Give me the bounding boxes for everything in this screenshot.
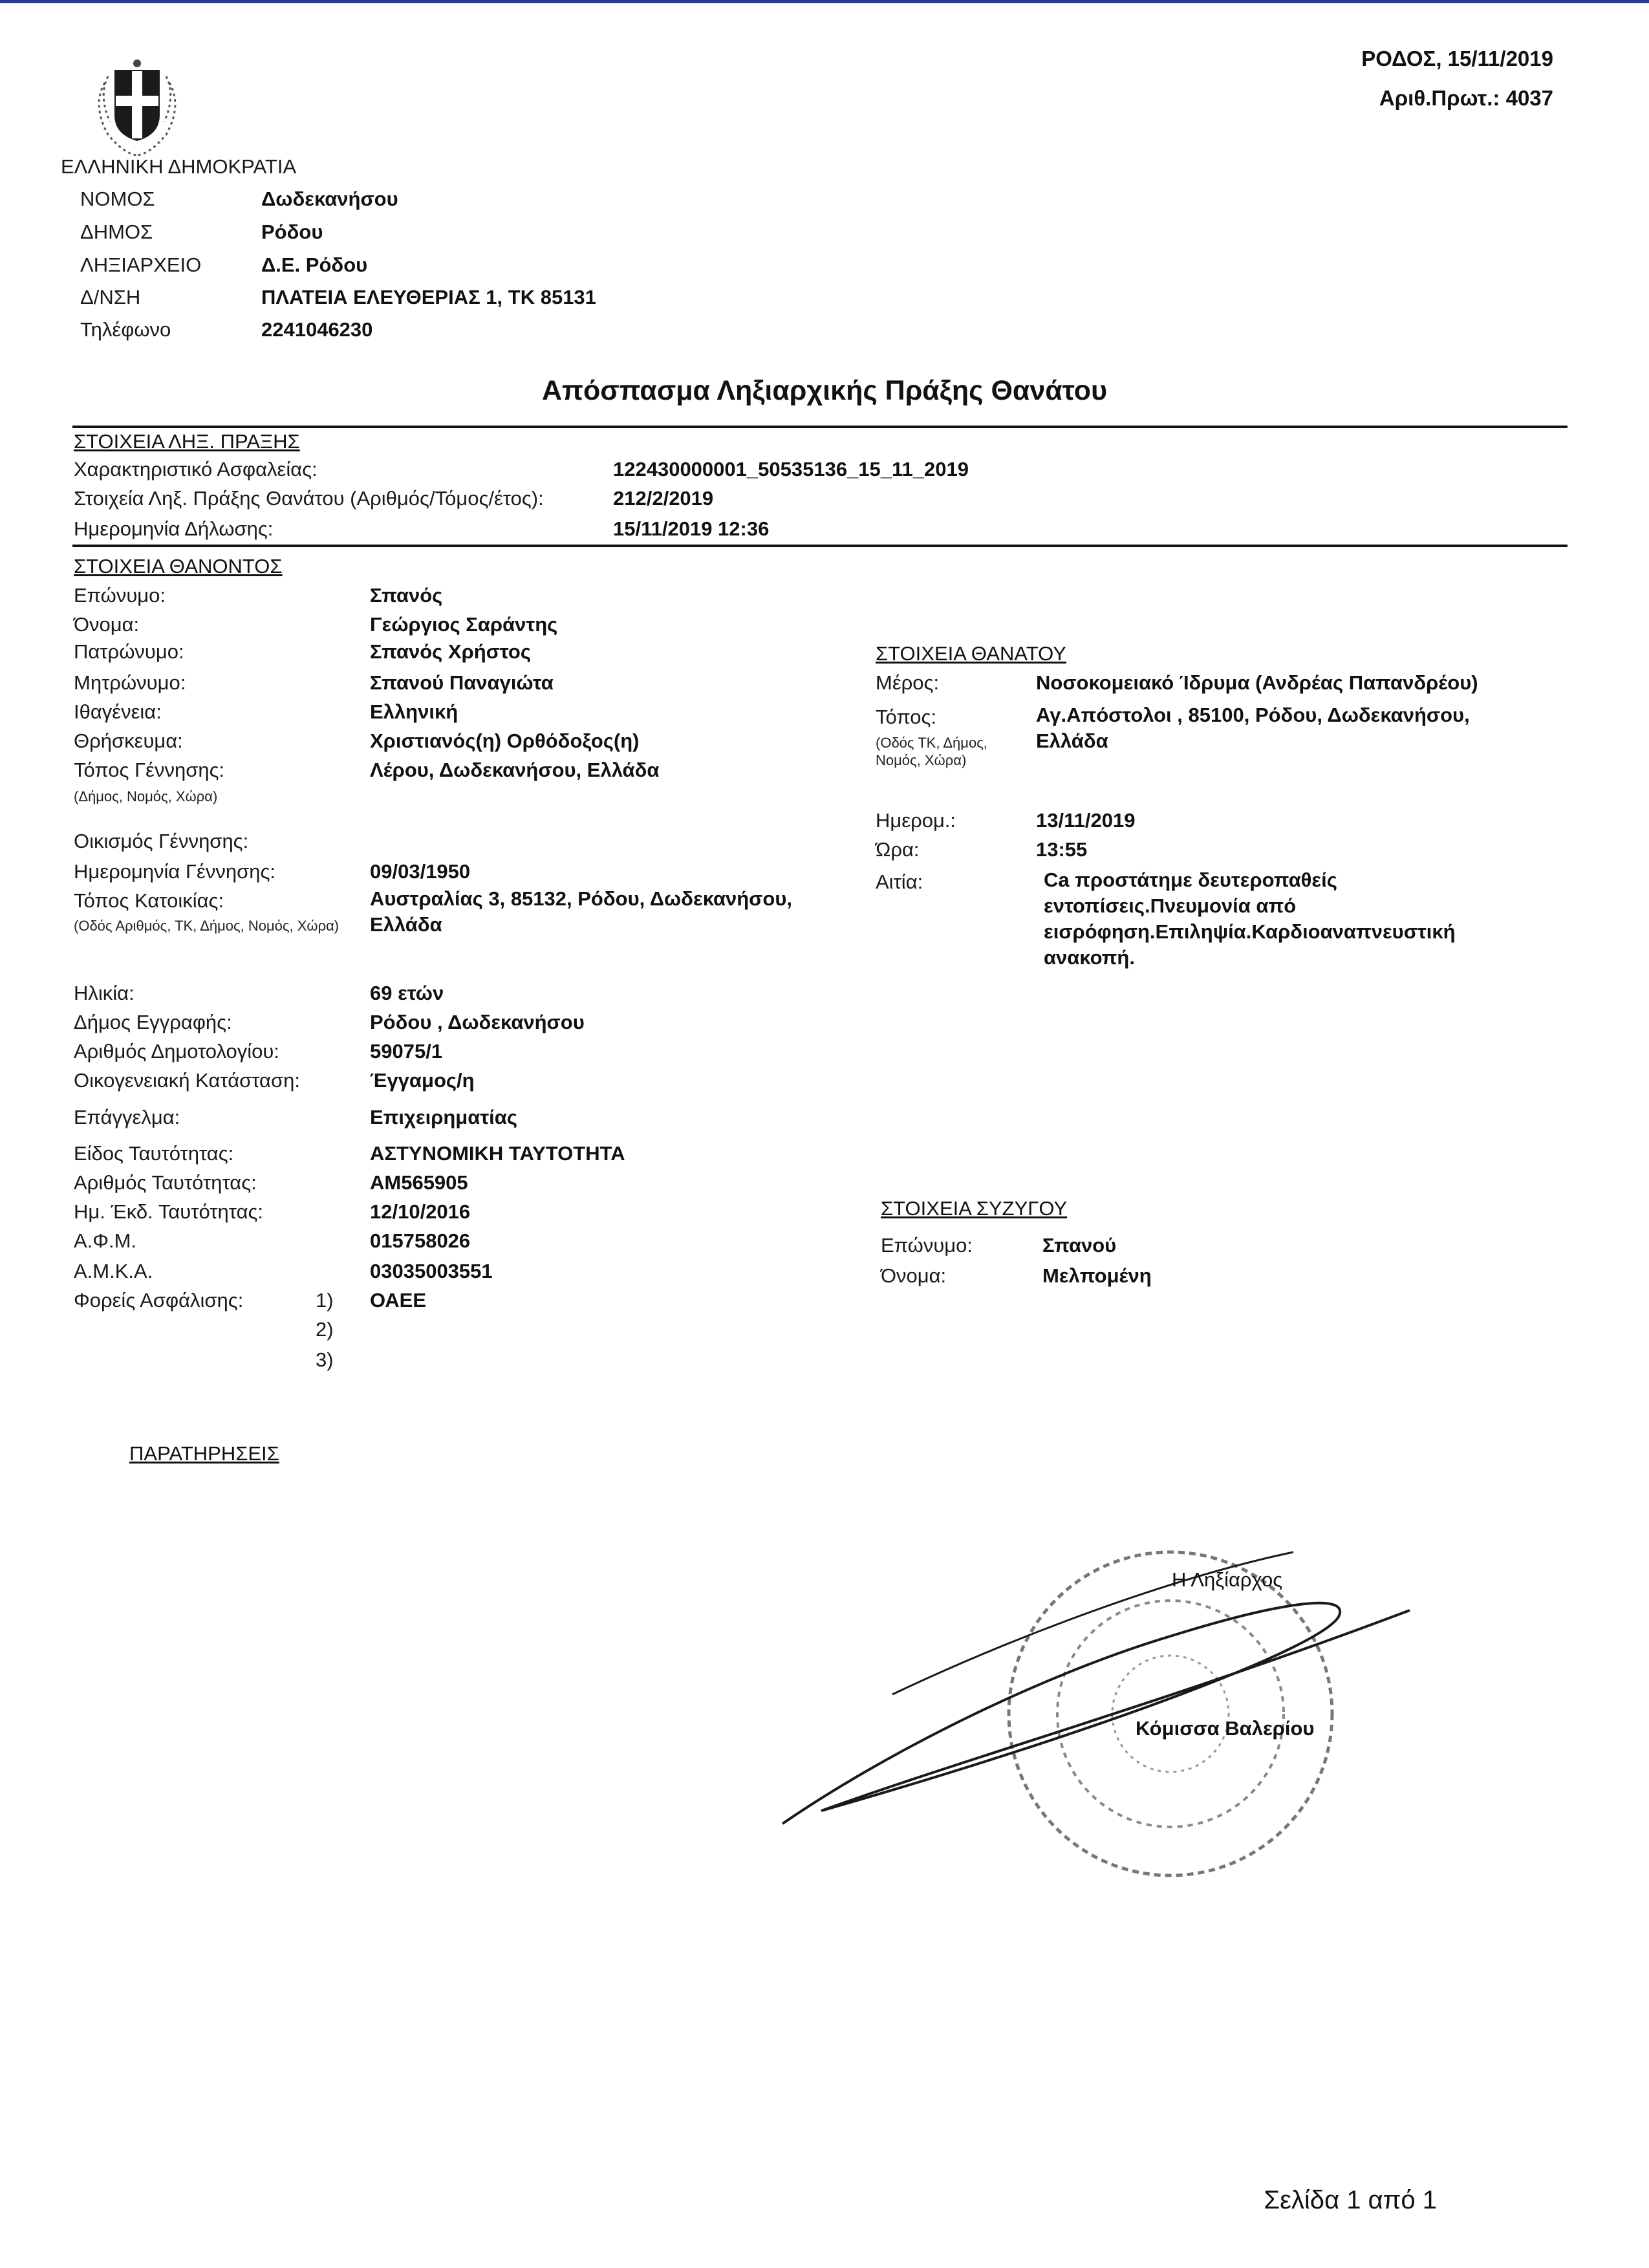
header-value-nomos: Δωδεκανήσου [261, 188, 398, 210]
death-time: 13:55 [1036, 838, 1088, 861]
deceased-mother-label: Μητρώνυμο: [74, 671, 186, 694]
spouse-surname: Σπανού [1042, 1234, 1117, 1257]
deceased-age-label: Ηλικία: [74, 982, 135, 1004]
document-title: Απόσπασμα Ληξιαρχικής Πράξης Θανάτου [542, 375, 1107, 406]
deceased-afm-label: Α.Φ.Μ. [74, 1229, 137, 1252]
deceased-id-date-label: Ημ. Έκδ. Ταυτότητας: [74, 1200, 264, 1223]
deceased-municipality: Ρόδου , Δωδεκανήσου [370, 1011, 585, 1033]
header-value-address: ΠΛΑΤΕΙΑ ΕΛΕΥΘΕΡΙΑΣ 1, ΤΚ 85131 [261, 286, 596, 308]
place-date: ΡΟΔΟΣ, 15/11/2019 [1361, 47, 1553, 70]
header-label-dimos: ΔΗΜΟΣ [80, 221, 153, 243]
deceased-residence: Αυστραλίας 3, 85132, Ρόδου, Δωδεκανήσου, Ελλάδα [370, 887, 792, 936]
registrar-role: Η Ληξίαρχος [1172, 1568, 1283, 1591]
deceased-name: Γεώργιος Σαράντης [370, 613, 558, 636]
spouse-surname-label: Επώνυμο: [881, 1234, 973, 1257]
header-value-lixiarxeio: Δ.Ε. Ρόδου [261, 254, 368, 276]
registrar-name: Κόμισσα Βαλερίου [1136, 1717, 1315, 1740]
act-value-record: 212/2/2019 [613, 487, 714, 510]
insurance-index-2: 2) [316, 1318, 334, 1341]
protocol-number: Αριθ.Πρωτ.: 4037 [1379, 86, 1553, 110]
death-place-label: Τόπος: [876, 706, 937, 728]
deceased-birthdate-label: Ημερομηνία Γέννησης: [74, 860, 276, 883]
header-label-phone: Τηλέφωνο [80, 318, 171, 341]
deceased-father: Σπανός Χρήστος [370, 640, 531, 663]
header-value-dimos: Ρόδου [261, 221, 323, 243]
deceased-birthplace: Λέρου, Δωδεκανήσου, Ελλάδα [370, 759, 660, 781]
deceased-residence-hint: (Οδός Αριθμός, ΤΚ, Δήμος, Νομός, Χώρα) [74, 918, 339, 934]
act-label-record: Στοιχεία Ληξ. Πράξης Θανάτου (Αριθμός/Τόμος/έτος): [74, 487, 544, 510]
deceased-amka-label: Α.Μ.Κ.Α. [74, 1260, 153, 1282]
deceased-religion: Χριστιανός(η) Ορθόδοξος(η) [370, 729, 640, 752]
signature-scribble-icon [770, 1539, 1416, 1846]
deceased-afm: 015758026 [370, 1229, 471, 1252]
deceased-marital-label: Οικογενειακή Κατάσταση: [74, 1069, 300, 1092]
remarks-title: ΠΑΡΑΤΗΡΗΣΕΙΣ [129, 1442, 279, 1465]
deceased-surname: Σπανός [370, 584, 443, 607]
header-label-address: Δ/ΝΣΗ [80, 286, 141, 308]
republic-heading: ΕΛΛΗΝΙΚΗ ΔΗΜΟΚΡΑΤΙΑ [61, 155, 297, 178]
act-label-declaration-date: Ημερομηνία Δήλωσης: [74, 517, 274, 540]
spouse-name: Μελπομένη [1042, 1264, 1152, 1287]
death-cause-label: Αιτία: [876, 870, 923, 893]
spouse-name-label: Όνομα: [881, 1264, 947, 1287]
death-date: 13/11/2019 [1036, 809, 1136, 832]
deceased-registry: 59075/1 [370, 1040, 443, 1063]
page-top-border [0, 0, 1649, 3]
death-date-label: Ημερομ.: [876, 809, 956, 832]
deceased-id-date: 12/10/2016 [370, 1200, 471, 1223]
deceased-insurance-label: Φορείς Ασφάλισης: [74, 1289, 244, 1312]
deceased-amka: 03035003551 [370, 1260, 493, 1282]
header-value-phone: 2241046230 [261, 318, 373, 341]
deceased-father-label: Πατρώνυμο: [74, 640, 184, 663]
deceased-religion-label: Θρήσκευμα: [74, 729, 183, 752]
deceased-profession: Επιχειρηματίας [370, 1106, 517, 1129]
act-value-security: 122430000001_50535136_15_11_2019 [613, 458, 969, 481]
deceased-birthplace-label: Τόπος Γέννησης: [74, 759, 225, 781]
deceased-marital: Έγγαμος/η [370, 1069, 475, 1092]
deceased-id-number: ΑΜ565905 [370, 1171, 468, 1194]
act-label-security: Χαρακτηριστικό Ασφαλείας: [74, 458, 318, 481]
death-cause: Ca προστάτημε δευτεροπαθείς εντοπίσεις.Πνευμονία από εισρόφηση.Επιληψία.Καρδιοαναπνευστική ανακοπή. [1044, 869, 1456, 969]
section-title-death: ΣΤΟΙΧΕΙΑ ΘΑΝΑΤΟΥ [876, 642, 1066, 665]
death-time-label: Ώρα: [876, 838, 920, 861]
insurance-value-1: ΟΑΕΕ [370, 1289, 427, 1312]
deceased-name-label: Όνομα: [74, 613, 140, 636]
deceased-id-type: ΑΣΤΥΝΟΜΙΚΗ ΤΑΥΤΟΤΗΤΑ [370, 1142, 625, 1165]
divider-top [72, 426, 1568, 428]
deceased-municipality-label: Δήμος Εγγραφής: [74, 1011, 232, 1033]
deceased-surname-label: Επώνυμο: [74, 584, 166, 607]
greek-emblem-icon [79, 44, 195, 164]
deceased-id-type-label: Είδος Ταυτότητας: [74, 1142, 234, 1165]
act-value-declaration-date: 15/11/2019 12:36 [613, 517, 770, 540]
page-number: Σελίδα 1 από 1 [1264, 2186, 1437, 2214]
deceased-birthdate: 09/03/1950 [370, 860, 471, 883]
section-title-deceased: ΣΤΟΙΧΕΙΑ ΘΑΝΟΝΤΟΣ [74, 555, 283, 578]
section-title-spouse: ΣΤΟΙΧΕΙΑ ΣΥΖΥΓΟΥ [881, 1197, 1068, 1220]
divider-middle [72, 545, 1568, 547]
header-label-nomos: ΝΟΜΟΣ [80, 188, 155, 210]
deceased-birth-settlement-label: Οικισμός Γέννησης: [74, 830, 249, 852]
death-location-label: Μέρος: [876, 671, 940, 694]
death-place-hint: (Οδός ΤΚ, Δήμος, Νομός, Χώρα) [876, 735, 987, 768]
deceased-nationality-label: Ιθαγένεια: [74, 700, 162, 723]
deceased-mother: Σπανού Παναγιώτα [370, 671, 554, 694]
insurance-index-1: 1) [316, 1289, 334, 1312]
deceased-registry-label: Αριθμός Δημοτολογίου: [74, 1040, 279, 1063]
deceased-birthplace-hint: (Δήμος, Νομός, Χώρα) [74, 788, 218, 805]
section-title-act: ΣΤΟΙΧΕΙΑ ΛΗΞ. ΠΡΑΞΗΣ [74, 430, 300, 453]
deceased-residence-label: Τόπος Κατοικίας: [74, 889, 224, 912]
deceased-age: 69 ετών [370, 982, 444, 1004]
death-place: Αγ.Απόστολοι , 85100, Ρόδου, Δωδεκανήσου, Ελλάδα [1036, 704, 1470, 752]
deceased-nationality: Ελληνική [370, 700, 458, 723]
deceased-profession-label: Επάγγελμα: [74, 1106, 180, 1129]
header-label-lixiarxeio: ΛΗΞΙΑΡΧΕΙΟ [80, 254, 202, 276]
deceased-id-number-label: Αριθμός Ταυτότητας: [74, 1171, 257, 1194]
insurance-index-3: 3) [316, 1348, 334, 1371]
death-location: Νοσοκομειακό Ίδρυμα (Ανδρέας Παπανδρέου) [1036, 671, 1478, 694]
